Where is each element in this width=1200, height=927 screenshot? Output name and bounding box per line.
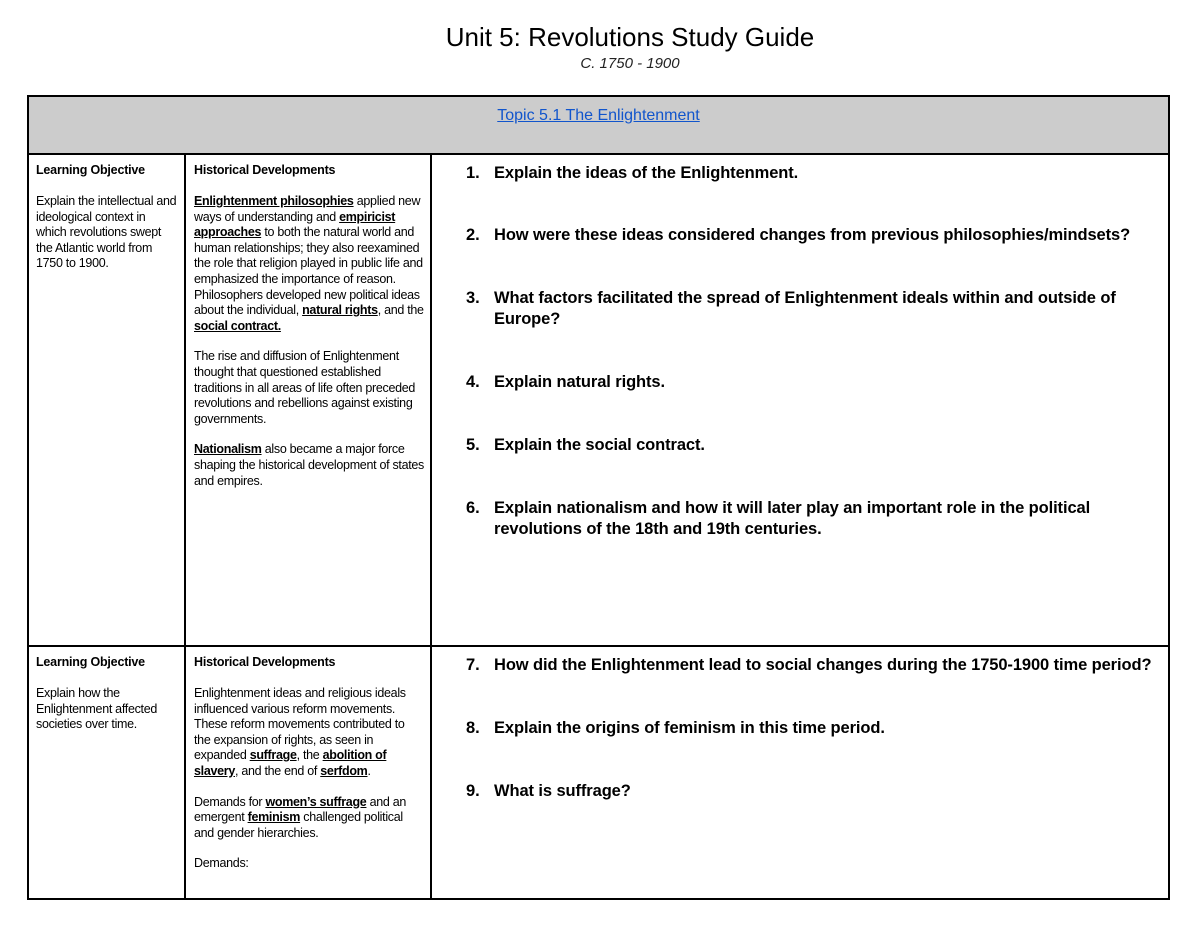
question-item [466,498,1160,540]
study-guide-table [27,95,1170,900]
table-row [29,647,1168,898]
developments-paragraph: The rise and diffusion of Enlightenment thought that questioned established traditions in all areas of life often preceded revolutions and rebellions against existing governments. [194,349,416,426]
question-number: 4. [466,373,480,391]
demands-label: Demands: [194,856,249,871]
learning-objective-text: Explain how the Enlightenment affected societies over time. [36,686,158,732]
question-item [466,288,1160,330]
key-term: natural rights [302,303,378,318]
paragraph-text: challenged political and gender hierarchies. [194,810,403,840]
question-text: How were these ideas considered changes from previous philosophies/mindsets? [494,226,1131,244]
paragraph-text: to both the natural world and human relationships; they also reexamined the role that religion played in public life and emphasized the importance of reason. Philosophers developed new political ideas about the individual, [194,225,423,318]
paragraph-text: applied new ways of understanding and [194,194,421,224]
question-item [466,718,1160,739]
question-text: How did the Enlightenment lead to social changes during the 1750-1900 time period? [494,656,1152,674]
question-number: 8. [466,719,480,737]
page-subtitle: C. 1750 - 1900 [580,55,680,72]
question-number: 2. [466,226,480,244]
key-term: Enlightenment philosophies [194,194,354,208]
topic-header-band [29,97,1168,155]
paragraph-text: , the [296,748,323,763]
question-item [466,225,1160,246]
question-number: 1. [466,164,480,182]
question-text: What factors facilitated the spread of Enlightenment ideals within and outside of Europe? [494,289,1116,328]
question-text: Explain the ideas of the Enlightenment. [494,164,799,182]
topic-link[interactable]: Topic 5.1 The Enlightenment [497,107,700,124]
historical-developments-cell [186,155,432,645]
question-text: Explain natural rights. [494,373,665,391]
learning-objective-heading: Learning Objective [36,163,145,177]
learning-objective-heading: Learning Objective [36,655,145,669]
question-item [466,435,1160,456]
table-row [29,155,1168,647]
question-number: 6. [466,499,480,517]
question-text: Explain nationalism and how it will later play an important role in the political revolutions of the 18th and 19th centuries. [494,499,1091,538]
learning-objective-cell [29,647,186,898]
key-term: suffrage [249,748,297,763]
question-item [466,781,1160,802]
key-term: empiricist approaches [194,209,396,240]
paragraph-text: . [367,763,371,778]
question-text: Explain the social contract. [494,436,705,454]
paragraph-text: also became a major force shaping the historical development of states and empires. [194,442,425,488]
key-term: Nationalism [194,442,262,457]
question-number: 9. [466,782,480,800]
question-number: 7. [466,656,480,674]
question-item [466,372,1160,393]
historical-developments-heading: Historical Developments [194,163,336,177]
developments-paragraph [194,686,424,780]
question-text: What is suffrage? [494,782,631,800]
learning-objective-text: Explain the intellectual and ideological context in which revolutions swept the Atlantic world from 1750 to 1900. [36,194,177,271]
learning-objective-cell [29,155,186,645]
historical-developments-cell [186,647,432,898]
developments-paragraph [194,194,424,334]
question-list [466,163,1160,540]
developments-paragraph [194,795,424,842]
question-list [466,655,1160,802]
paragraph-text: Demands for [194,794,266,809]
developments-paragraph [194,442,424,489]
question-number: 3. [466,289,480,307]
question-item [466,655,1160,676]
question-item [466,163,1160,184]
questions-cell [432,647,1168,898]
key-term: abolition of slavery [194,748,387,778]
key-term: serfdom [320,763,368,778]
paragraph-text: , and the end of [235,763,321,778]
question-number: 5. [466,436,480,454]
key-term: women’s suffrage [265,794,367,809]
historical-developments-heading: Historical Developments [194,655,336,669]
key-term: feminism [247,810,301,825]
paragraph-text: , and the [377,303,424,318]
questions-cell [432,155,1168,645]
key-term: social contract. [194,318,281,333]
page-title: Unit 5: Revolutions Study Guide [445,22,815,52]
paragraph-text: Enlightenment ideas and religious ideals influenced various reform movements. These reform movements contributed to the expansion of rights, as seen in expanded [194,686,406,763]
question-text: Explain the origins of feminism in this time period. [494,719,885,737]
paragraph-text: and an emergent [194,794,407,825]
